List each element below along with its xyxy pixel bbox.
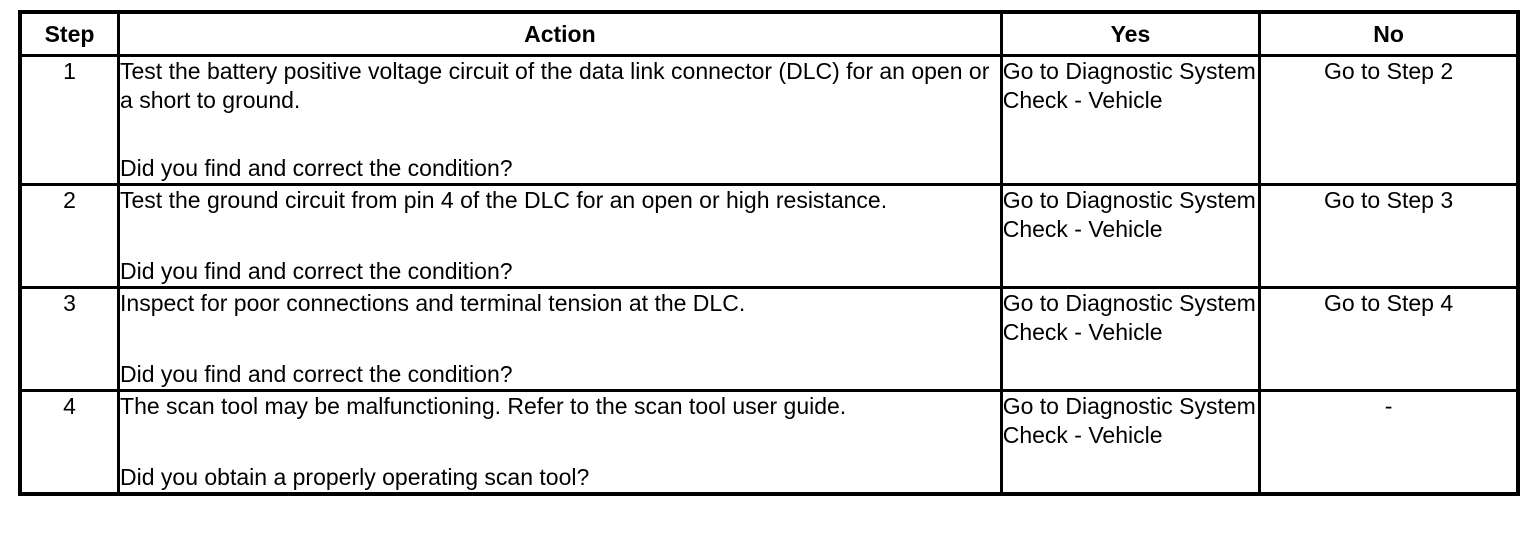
table-body (20, 56, 1518, 495)
table-row (20, 391, 1518, 495)
action-cell (119, 288, 1002, 391)
action-text: Test the ground circuit from pin 4 of the DLC for an open or high resistance. (120, 187, 888, 213)
action-content (120, 186, 1000, 286)
no-result: Go to Step 3 (1260, 185, 1518, 288)
question-text: Did you find and correct the condition? (120, 155, 513, 181)
action-content (120, 289, 1000, 389)
action-content (120, 392, 1000, 492)
yes-result: Go to Diagnostic System Check - Vehicle (1001, 288, 1259, 391)
yes-result: Go to Diagnostic System Check - Vehicle (1001, 56, 1259, 185)
no-result: Go to Step 2 (1260, 56, 1518, 185)
step-number: 2 (20, 185, 119, 288)
table-header (20, 12, 1518, 56)
table-row (20, 288, 1518, 391)
action-cell (119, 56, 1002, 185)
action-cell (119, 185, 1002, 288)
table-row (20, 56, 1518, 185)
no-result: Go to Step 4 (1260, 288, 1518, 391)
question-text: Did you find and correct the condition? (120, 361, 513, 387)
header-action: Action (119, 12, 1002, 56)
question-text: Did you obtain a properly operating scan tool? (120, 464, 590, 490)
question-text: Did you find and correct the condition? (120, 258, 513, 284)
header-no: No (1260, 12, 1518, 56)
yes-result: Go to Diagnostic System Check - Vehicle (1001, 391, 1259, 495)
action-content (120, 57, 1000, 183)
action-cell (119, 391, 1002, 495)
yes-result: Go to Diagnostic System Check - Vehicle (1001, 185, 1259, 288)
step-number: 1 (20, 56, 119, 185)
header-yes: Yes (1001, 12, 1259, 56)
table-row (20, 185, 1518, 288)
action-text: Test the battery positive voltage circuit of the data link connector (DLC) for an open or a short to ground. (120, 58, 990, 113)
step-number: 3 (20, 288, 119, 391)
no-result: - (1260, 391, 1518, 495)
diagnostic-table (18, 10, 1520, 496)
header-step: Step (20, 12, 119, 56)
header-row (20, 12, 1518, 56)
action-text: The scan tool may be malfunctioning. Refer to the scan tool user guide. (120, 393, 847, 419)
action-text: Inspect for poor connections and terminal tension at the DLC. (120, 290, 746, 316)
step-number: 4 (20, 391, 119, 495)
